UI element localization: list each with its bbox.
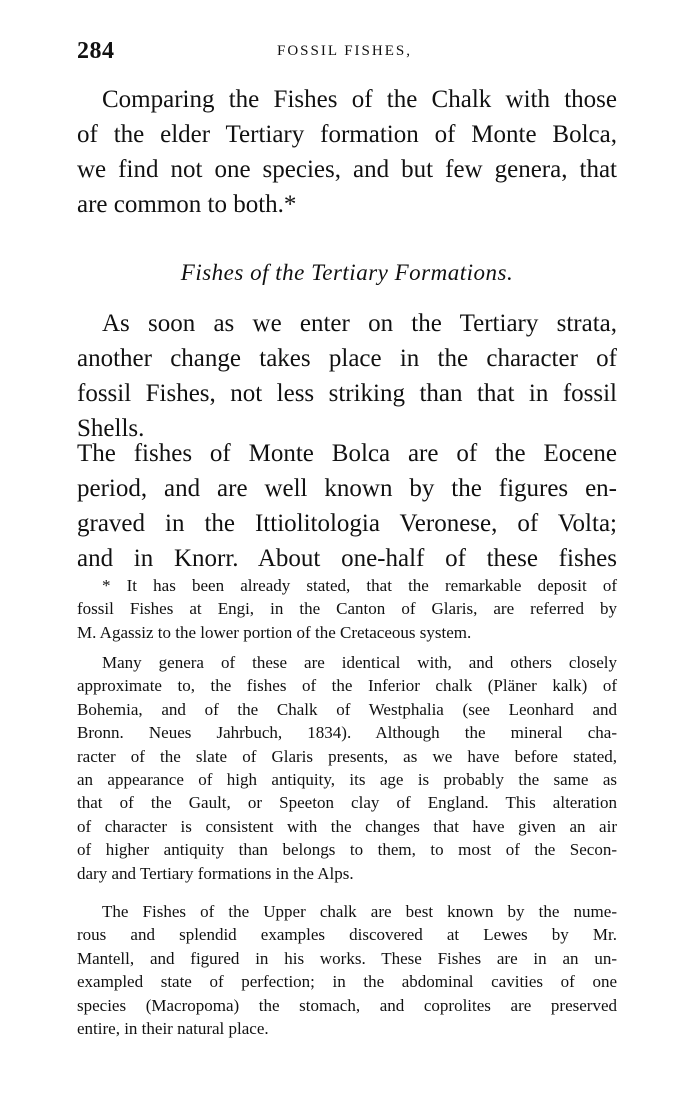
page-number: 284	[77, 38, 115, 64]
footnote-line: Bronn. Neues Jahrbuch, 1834). Although the mineral cha-	[77, 723, 617, 743]
text-line: another change takes place in the character of	[77, 345, 617, 372]
footnote-line: * It has been already stated, that the remarkable deposit of	[102, 576, 617, 595]
footnote-line: M. Agassiz to the lower portion of the Cretaceous system.	[77, 622, 472, 642]
footnote-line: entire, in their natural place.	[77, 1019, 269, 1039]
section-heading: Fishes of the Tertiary Formations.	[180, 260, 514, 285]
footnote-line: Many genera of these are identical with, and others closely	[102, 653, 617, 672]
text-line: and in Knorr. About one-half of these fishes	[77, 545, 617, 572]
footnote-upper-chalk	[77, 900, 617, 1040]
footnote-line: fossil Fishes at Engi, in the Canton of Glaris, are referred by	[77, 599, 617, 619]
paragraph-tertiary-strata	[77, 306, 617, 446]
footnote-line: exampled state of perfection; in the abdominal cavities of one	[77, 972, 617, 992]
footnote-genera	[77, 651, 617, 885]
paragraph-monte-bolca	[77, 436, 617, 576]
running-title: FOSSIL FISHES,	[277, 43, 412, 59]
text-line: Shells.	[77, 415, 145, 442]
footnote-line: of character is consistent with the changes that have given an air	[77, 816, 617, 836]
footnote-line: approximate to, the fishes of the Inferior chalk (Pläner kalk) of	[77, 676, 617, 696]
running-head	[77, 38, 617, 68]
text-line: fossil Fishes, not less striking than that in fossil	[77, 380, 617, 407]
footnote-line: of higher antiquity than belongs to them, to most of the Secon-	[77, 840, 617, 860]
paragraph-chalk-comparison	[77, 82, 617, 222]
text-line: are common to both.*	[77, 191, 297, 218]
text-line: graved in the Ittiolitologia Veronese, of Volta;	[77, 510, 617, 537]
footnote-line: racter of the slate of Glaris presents, as we have before stated,	[77, 746, 617, 766]
text-line: The fishes of Monte Bolca are of the Eocene	[77, 440, 617, 467]
text-line: period, and are well known by the figures en-	[77, 475, 617, 502]
footnote-engi	[77, 574, 617, 644]
footnote-line: The Fishes of the Upper chalk are best known by the nume-	[102, 902, 617, 921]
text-line: we find not one species, and but few genera, that	[77, 156, 617, 183]
footnote-line: dary and Tertiary formations in the Alps.	[77, 863, 354, 883]
text-line: of the elder Tertiary formation of Monte Bolca,	[77, 121, 617, 148]
footnote-line: rous and splendid examples discovered at Lewes by Mr.	[77, 925, 617, 945]
footnote-line: an appearance of high antiquity, its age is probably the same as	[77, 770, 617, 790]
footnote-line: species (Macropoma) the stomach, and coprolites are preserved	[77, 995, 617, 1015]
footnote-line: Mantell, and figured in his works. These Fishes are in an un-	[77, 948, 617, 968]
text-line: As soon as we enter on the Tertiary strata,	[102, 310, 617, 337]
text-line: Comparing the Fishes of the Chalk with those	[102, 86, 617, 113]
footnote-line: that of the Gault, or Speeton clay of England. This alteration	[77, 793, 617, 813]
footnote-line: Bohemia, and of the Chalk of Westphalia (see Leonhard and	[77, 699, 617, 719]
